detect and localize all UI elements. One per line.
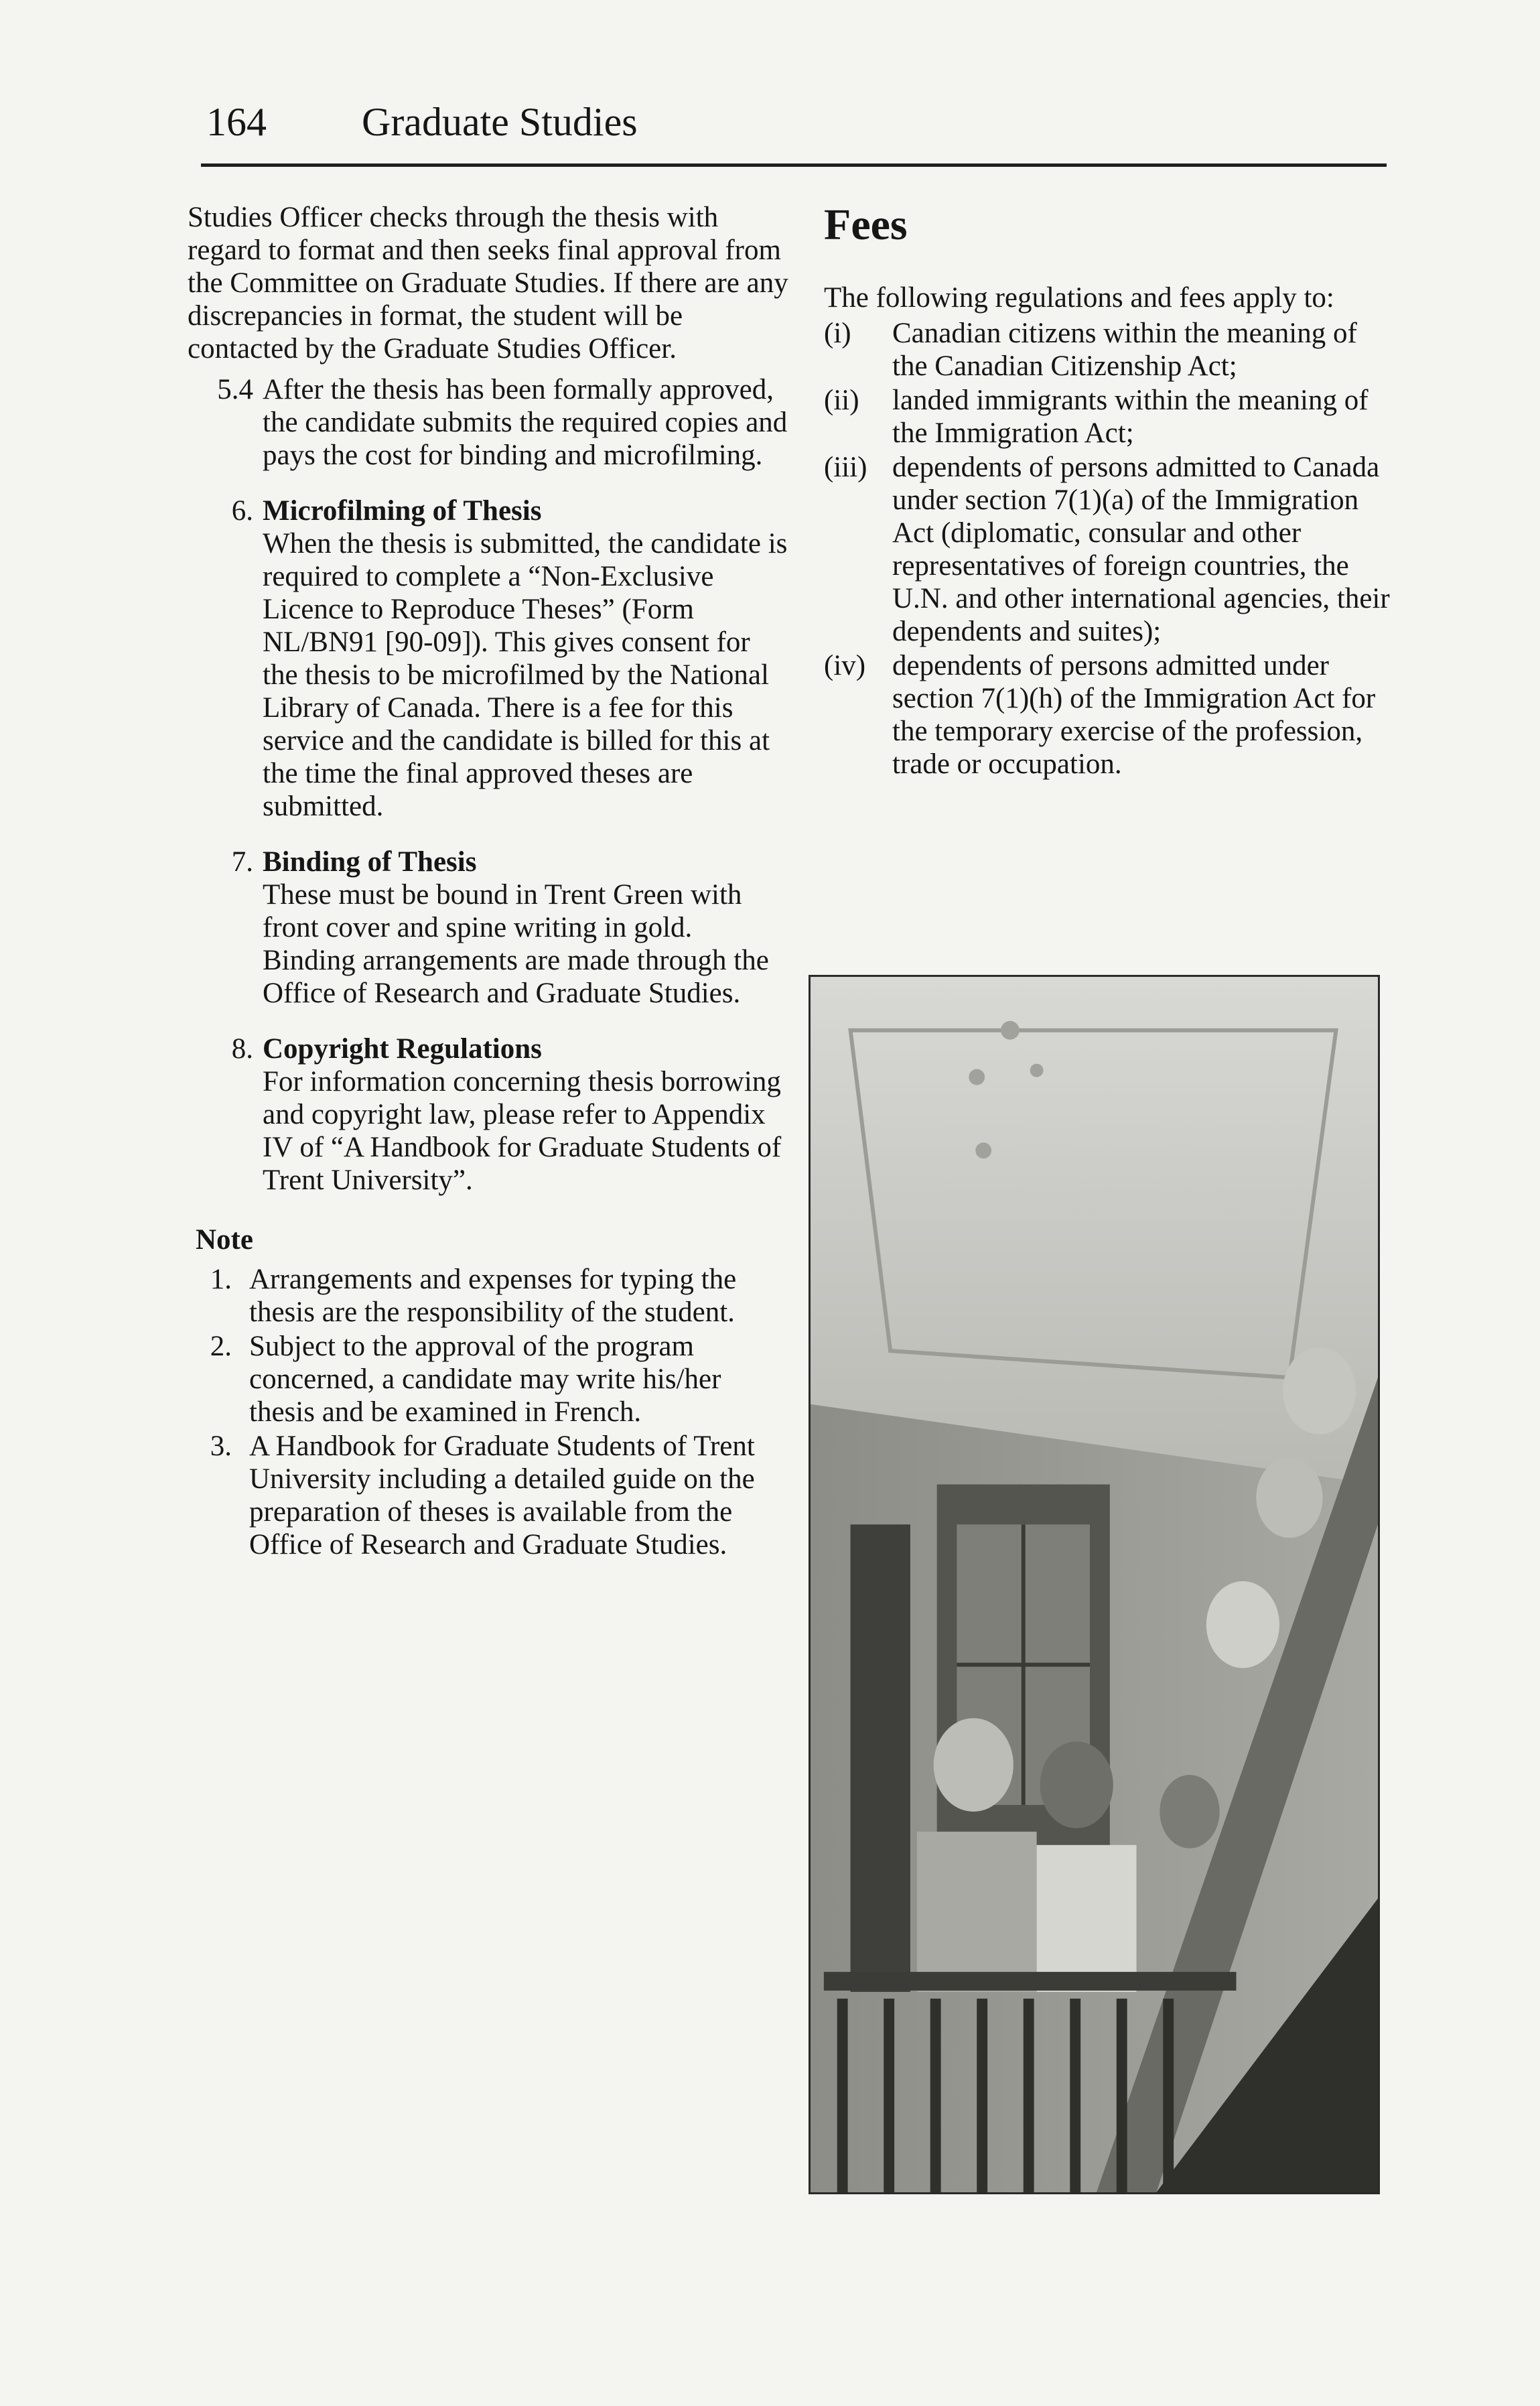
note-number: 3.: [210, 1430, 232, 1462]
photo-illustration: [811, 977, 1378, 2192]
section-text: These must be bound in Trent Green with front cover and spine writing in gold. Binding arrangements are made through the Office of Research and Graduate Studies.: [263, 879, 769, 1009]
fees-heading: Fees: [824, 200, 908, 249]
item-number: 5.4: [217, 374, 253, 405]
continuation-paragraph: Studies Officer checks through the thesis with regard to format and then seeks final approval from the Committee on Graduate Studies. If there are any discrepancies in format, the student will be contacted by the Graduate Studies Officer.: [188, 202, 788, 364]
note-number: 2.: [210, 1331, 232, 1362]
fees-item-text: dependents of persons admitted to Canada under section 7(1)(a) of the Immigration Act (diplomatic, consular and other representatives of foreign countries, the U.N. and other international agencies, their dependents and suites);: [892, 452, 1390, 647]
fees-list-item: [824, 317, 1393, 383]
section-number: 7.: [231, 846, 253, 878]
section-microfilming: [188, 494, 790, 823]
left-column: [188, 201, 790, 1562]
fees-list-item: [824, 649, 1393, 781]
item-5-4: [188, 373, 790, 472]
section-heading: Microfilming of Thesis: [263, 495, 542, 527]
section-copyright: [188, 1032, 790, 1197]
running-title: Graduate Studies: [362, 100, 638, 144]
note-number: 1.: [210, 1264, 232, 1295]
item-text: After the thesis has been formally approved, the candidate submits the required copies and pays the cost for binding and microfilming.: [263, 374, 788, 471]
note-text: Subject to the approval of the program concerned, a candidate may write his/her thesis and be examined in French.: [249, 1331, 721, 1428]
note-item: [188, 1330, 790, 1428]
fees-item-text: landed immigrants within the meaning of the Immigration Act;: [892, 385, 1369, 449]
note-item: [188, 1263, 790, 1329]
note-heading: Note: [196, 1224, 253, 1256]
section-binding: [188, 846, 790, 1010]
note-text: Arrangements and expenses for typing the thesis are the responsibility of the student.: [249, 1264, 737, 1328]
fees-list-item: [824, 384, 1393, 450]
roman-numeral: (i): [824, 318, 851, 349]
roman-numeral: (iv): [824, 650, 866, 681]
header-rule: [201, 163, 1387, 167]
section-number: 6.: [231, 495, 253, 527]
section-heading: Binding of Thesis: [263, 846, 477, 878]
section-text: When the thesis is submitted, the candidate is required to complete a “Non-Exclusive Licence to Reproduce Theses” (Form NL/BN91 [90-09]). This gives consent for the thesis to be microfilmed by the National Library of Canada. There is a fee for this service and the candidate is billed for this at the time the final approved theses are submitted.: [263, 528, 788, 822]
fees-item-text: Canadian citizens within the meaning of the Canadian Citizenship Act;: [892, 318, 1357, 382]
section-heading: Copyright Regulations: [263, 1033, 542, 1065]
fees-list-item: [824, 451, 1393, 648]
roman-numeral: (iii): [824, 452, 867, 483]
note-text: A Handbook for Graduate Students of Trent University including a detailed guide on the preparation of theses is available from the Office of Research and Graduate Studies.: [249, 1430, 755, 1560]
roman-numeral: (ii): [824, 385, 859, 416]
fees-intro: The following regulations and fees apply to:: [824, 282, 1334, 314]
fees-item-text: dependents of persons admitted under section 7(1)(h) of the Immigration Act for the temporary exercise of the profession, trade or occupation.: [892, 650, 1376, 780]
page-number: 164: [206, 100, 267, 144]
section-number: 8.: [231, 1033, 253, 1065]
section-text: For information concerning thesis borrowing and copyright law, please refer to Appendix IV of “A Handbook for Graduate Students of Trent University”.: [263, 1066, 782, 1196]
note-item: [188, 1430, 790, 1561]
staircase-photo: [809, 975, 1380, 2194]
page-header: [201, 99, 1387, 163]
right-column: [824, 201, 1393, 782]
